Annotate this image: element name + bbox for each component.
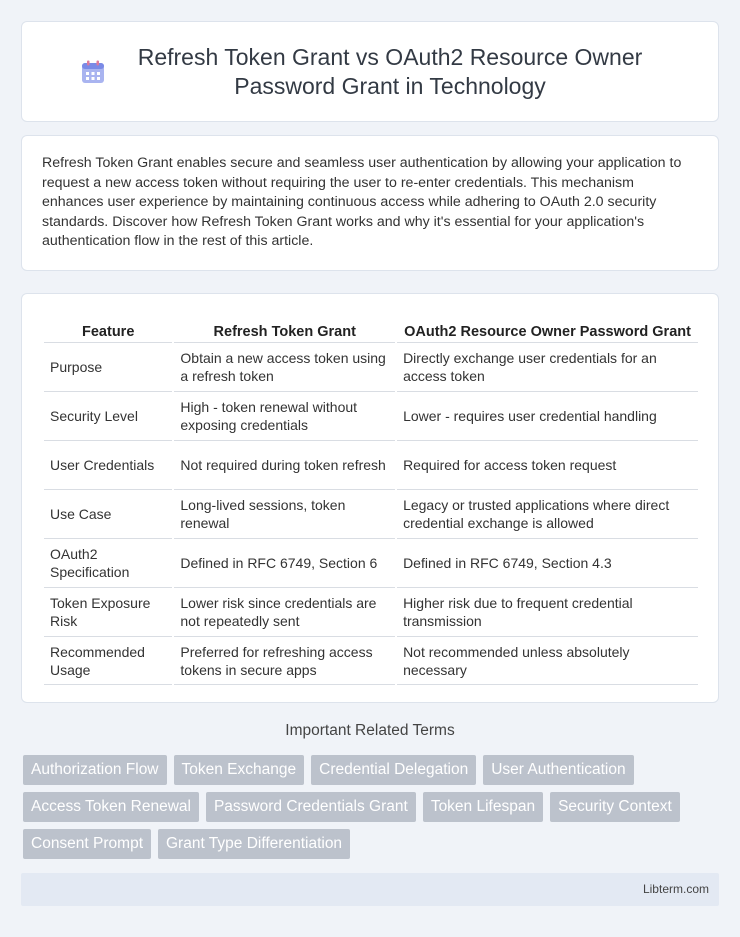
table-row [44,342,698,391]
related-term-tag[interactable]: Security Context [550,792,680,822]
column-header: Feature [82,324,135,340]
related-term-tag[interactable]: Password Credentials Grant [206,792,416,822]
table-cell: High - token renewal without exposing credentials [174,391,395,440]
table-cell: Long-lived sessions, token renewal [174,489,395,538]
table-cell: Lower risk since credentials are not repeatedly sent [174,587,395,636]
table-cell: User Credentials [44,440,172,489]
table-cell: Preferred for refreshing access tokens in secure apps [174,636,395,685]
table-row [44,391,698,440]
title-card [21,21,719,122]
footer-site-link[interactable]: Libterm.com [642,882,709,896]
table-cell: Legacy or trusted applications where direct credential exchange is allowed [397,489,698,538]
related-term-tag[interactable]: Token Lifespan [423,792,543,822]
related-term-tag[interactable]: Grant Type Differentiation [158,829,350,859]
related-term-tag[interactable]: Credential Delegation [311,755,476,785]
table-cell: OAuth2 Specification [44,538,172,587]
related-term-tag[interactable]: Authorization Flow [23,755,167,785]
table-cell: Defined in RFC 6749, Section 4.3 [397,538,698,587]
comparison-table-card [21,293,719,703]
table-cell: Security Level [44,391,172,440]
table-cell: Recommended Usage [44,636,172,685]
related-term-tag[interactable]: Access Token Renewal [23,792,199,822]
table-row [44,587,698,636]
related-terms-list [23,755,723,859]
related-term-tag[interactable]: User Authentication [483,755,633,785]
intro-paragraph: Refresh Token Grant enables secure and seamless user authentication by allowing your application to request a new access token without requiring the user to re-enter credentials. This mechanism enhances user experience by maintaining continuous access while adhering to OAuth 2.0 security standards. Discover how Refresh Token Grant works and why it's essential for your application's authentication flow in the rest of this article. [42,155,682,250]
table-cell: Obtain a new access token using a refresh token [174,342,395,391]
related-term-tag[interactable]: Token Exchange [174,755,305,785]
table-cell: Directly exchange user credentials for an access token [397,342,698,391]
column-header: Refresh Token Grant [213,324,356,340]
related-term-tag[interactable]: Consent Prompt [23,829,151,859]
comparison-table [42,316,700,685]
table-cell: Purpose [44,342,172,391]
table-row [44,489,698,538]
table-cell: Token Exposure Risk [44,587,172,636]
table-cell: Defined in RFC 6749, Section 6 [174,538,395,587]
table-row [44,538,698,587]
calendar-grid-icon [80,59,106,85]
footer [21,873,719,906]
table-header-row [44,316,698,342]
table-cell: Higher risk due to frequent credential transmission [397,587,698,636]
table-row [44,636,698,685]
related-terms-heading: Important Related Terms [285,722,455,739]
table-cell: Not required during token refresh [174,440,395,489]
column-header: OAuth2 Resource Owner Password Grant [404,324,691,340]
table-row [44,440,698,489]
intro-card [21,135,719,271]
table-cell: Required for access token request [397,440,698,489]
page-title: Refresh Token Grant vs OAuth2 Resource Owner Password Grant in Technology [137,43,643,99]
table-cell: Lower - requires user credential handling [397,391,698,440]
table-cell: Not recommended unless absolutely necessary [397,636,698,685]
table-cell: Use Case [44,489,172,538]
